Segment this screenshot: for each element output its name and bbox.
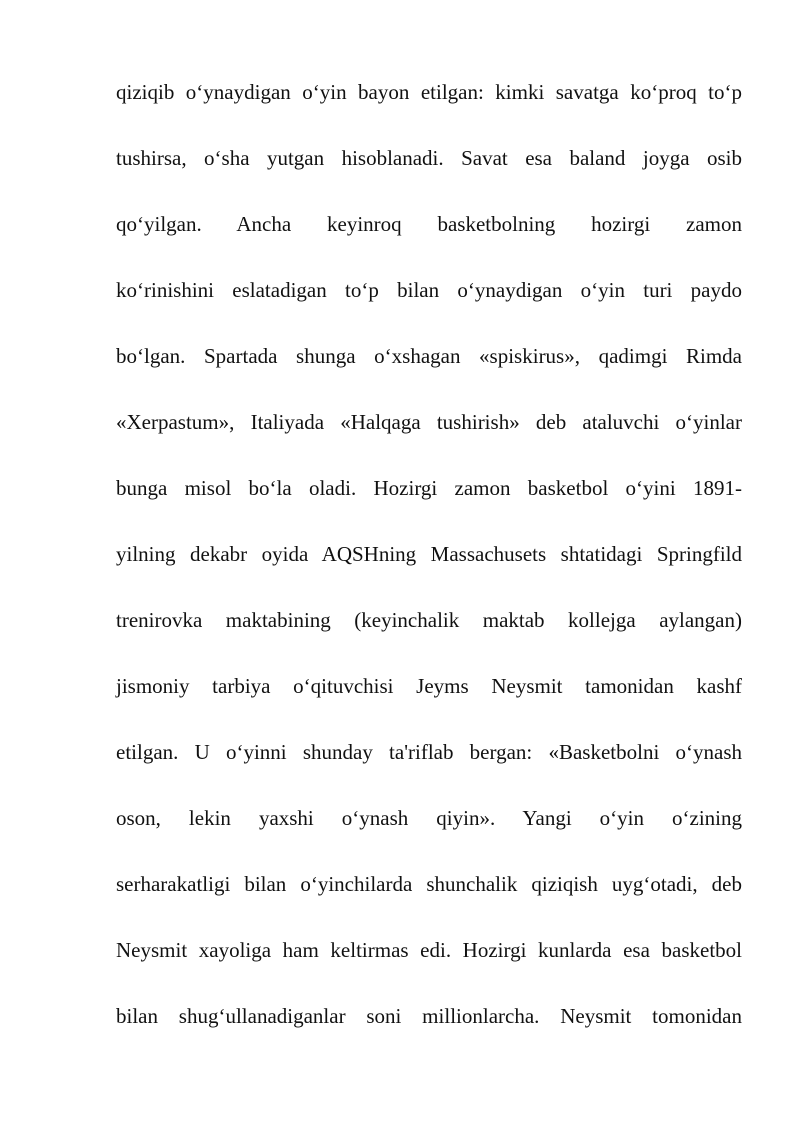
text-line: qiziqib o‘ynaydigan o‘yin bayon etilgan: kimki savatga ko‘proq to‘p <box>116 80 742 104</box>
text-line: bunga misol bo‘la oladi. Hozirgi zamon basketbol o‘yini 1891- <box>116 476 742 500</box>
text-line: oson, lekin yaxshi o‘ynash qiyin». Yangi o‘yin o‘zining <box>116 806 742 830</box>
text-line: yilning dekabr oyida AQSHning Massachusets shtatidagi Springfild <box>116 542 742 566</box>
text-line: etilgan. U o‘yinni shunday ta'riflab bergan: «Basketbolni o‘ynash <box>116 740 742 764</box>
text-line: serharakatligi bilan o‘yinchilarda shunchalik qiziqish uyg‘otadi, deb <box>116 872 742 896</box>
text-line: ko‘rinishini eslatadigan to‘p bilan o‘ynaydigan o‘yin turi paydo <box>116 278 742 302</box>
text-line: bilan shug‘ullanadiganlar soni millionlarcha. Neysmit tomonidan <box>116 1004 742 1028</box>
text-line: bo‘lgan. Spartada shunga o‘xshagan «spiskirus», qadimgi Rimda <box>116 344 742 368</box>
text-line: «Xerpastum», Italiyada «Halqaga tushirish» deb ataluvchi o‘yinlar <box>116 410 742 434</box>
text-line: Neysmit xayoliga ham keltirmas edi. Hozirgi kunlarda esa basketbol <box>116 938 742 962</box>
text-line: trenirovka maktabining (keyinchalik maktab kollejga aylangan) <box>116 608 742 632</box>
text-line: jismoniy tarbiya o‘qituvchisi Jeyms Neysmit tamonidan kashf <box>116 674 742 698</box>
text-line: qo‘yilgan. Ancha keyinroq basketbolning hozirgi zamon <box>116 212 742 236</box>
text-line: tushirsa, o‘sha yutgan hisoblanadi. Savat esa baland joyga osib <box>116 146 742 170</box>
